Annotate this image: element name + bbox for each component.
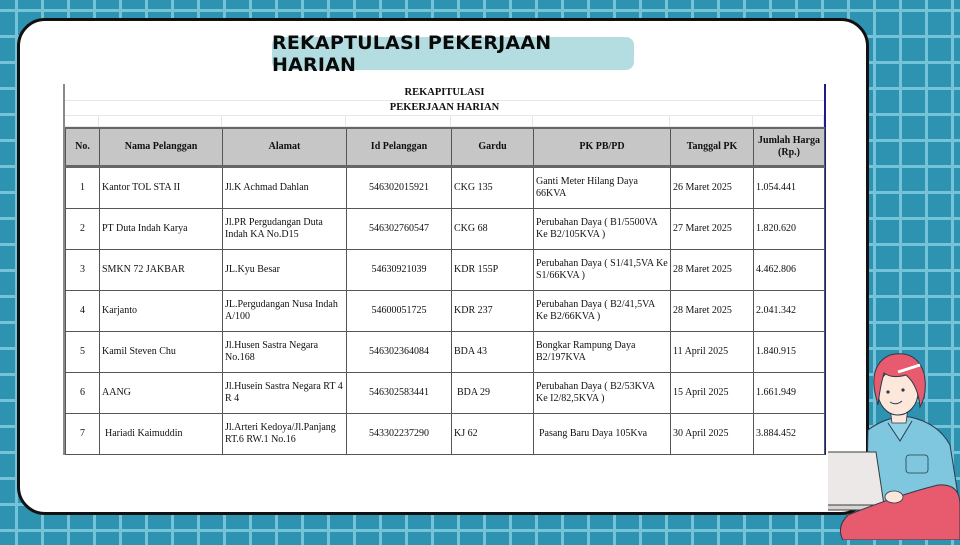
cell-no: 1 — [66, 167, 100, 209]
cell-pk: Ganti Meter Hilang Daya 66KVA — [534, 167, 671, 209]
cell-harga: 1.820.620 — [754, 209, 825, 250]
col-header-harga: Jumlah Harga (Rp.) — [754, 128, 825, 167]
table-row — [66, 167, 825, 209]
cell-pk: Perubahan Daya ( S1/41,5VA Ke S1/66KVA ) — [534, 250, 671, 291]
cell-tanggal: 26 Maret 2025 — [671, 167, 754, 209]
table-row — [66, 209, 825, 250]
cell-nama: Kantor TOL STA II — [100, 167, 223, 209]
cell-id: 546302015921 — [347, 167, 452, 209]
table-header-row — [66, 128, 825, 167]
cell-alamat: JL.Kyu Besar — [223, 250, 347, 291]
col-header-id: Id Pelanggan — [347, 128, 452, 167]
table-row — [66, 414, 825, 455]
recap-table — [65, 127, 825, 455]
cell-pk: Perubahan Daya ( B2/41,5VA Ke B2/66KVA ) — [534, 291, 671, 332]
cell-gardu: BDA 43 — [452, 332, 534, 373]
sheet-title-line1: REKAPITULASI — [65, 84, 824, 101]
cell-tanggal: 28 Maret 2025 — [671, 250, 754, 291]
cell-no: 6 — [66, 373, 100, 414]
cell-no: 3 — [66, 250, 100, 291]
cell-nama: PT Duta Indah Karya — [100, 209, 223, 250]
cell-nama: Hariadi Kaimuddin — [100, 414, 223, 455]
col-header-gardu: Gardu — [452, 128, 534, 167]
woman-with-laptop-illustration — [828, 345, 960, 540]
table-row — [66, 332, 825, 373]
cell-gardu: BDA 29 — [452, 373, 534, 414]
cell-alamat: Jl.K Achmad Dahlan — [223, 167, 347, 209]
cell-id: 546302364084 — [347, 332, 452, 373]
cell-tanggal: 27 Maret 2025 — [671, 209, 754, 250]
cell-id: 546302583441 — [347, 373, 452, 414]
cell-id: 546302760547 — [347, 209, 452, 250]
cell-gardu: KDR 237 — [452, 291, 534, 332]
cell-tanggal: 11 April 2025 — [671, 332, 754, 373]
cell-tanggal: 30 April 2025 — [671, 414, 754, 455]
cell-harga: 2.041.342 — [754, 291, 825, 332]
cell-pk: Pasang Baru Daya 105Kva — [534, 414, 671, 455]
table-row — [66, 250, 825, 291]
cell-nama: AANG — [100, 373, 223, 414]
cell-harga: 1.661.949 — [754, 373, 825, 414]
cell-harga: 3.884.452 — [754, 414, 825, 455]
cell-gardu: CKG 68 — [452, 209, 534, 250]
cell-alamat: Jl.PR Pergudangan Duta Indah KA No.D15 — [223, 209, 347, 250]
cell-nama: SMKN 72 JAKBAR — [100, 250, 223, 291]
col-header-no: No. — [66, 128, 100, 167]
cell-pk: Perubahan Daya ( B1/5500VA Ke B2/105KVA ) — [534, 209, 671, 250]
cell-pk: Bongkar Rampung Daya B2/197KVA — [534, 332, 671, 373]
cell-id: 54630921039 — [347, 250, 452, 291]
cell-no: 7 — [66, 414, 100, 455]
table-row — [66, 373, 825, 414]
cell-harga: 1.054.441 — [754, 167, 825, 209]
cell-harga: 1.840.915 — [754, 332, 825, 373]
cell-harga: 4.462.806 — [754, 250, 825, 291]
recap-spreadsheet — [63, 84, 826, 455]
col-header-nama: Nama Pelanggan — [100, 128, 223, 167]
col-header-pk: PK PB/PD — [534, 128, 671, 167]
cell-tanggal: 28 Maret 2025 — [671, 291, 754, 332]
slide-title: REKAPTULASI PEKERJAAN HARIAN — [272, 37, 634, 70]
cell-alamat: Jl.Husen Sastra Negara No.168 — [223, 332, 347, 373]
cell-nama: Kamil Steven Chu — [100, 332, 223, 373]
col-header-alamat: Alamat — [223, 128, 347, 167]
cell-no: 5 — [66, 332, 100, 373]
sheet-title-line2: PEKERJAAN HARIAN — [65, 101, 824, 116]
cell-gardu: CKG 135 — [452, 167, 534, 209]
sheet-blank-row — [65, 116, 824, 127]
cell-tanggal: 15 April 2025 — [671, 373, 754, 414]
cell-gardu: KJ 62 — [452, 414, 534, 455]
cell-no: 2 — [66, 209, 100, 250]
cell-pk: Perubahan Daya ( B2/53KVA Ke I2/82,5KVA ) — [534, 373, 671, 414]
cell-id: 543302237290 — [347, 414, 452, 455]
cell-nama: Karjanto — [100, 291, 223, 332]
cell-gardu: KDR 155P — [452, 250, 534, 291]
cell-no: 4 — [66, 291, 100, 332]
cell-alamat: JL.Pergudangan Nusa Indah A/100 — [223, 291, 347, 332]
table-row — [66, 291, 825, 332]
cell-alamat: Jl.Arteri Kedoya/Jl.Panjang RT.6 RW.1 No.16 — [223, 414, 347, 455]
col-header-tanggal: Tanggal PK — [671, 128, 754, 167]
cell-alamat: Jl.Husein Sastra Negara RT 4 R 4 — [223, 373, 347, 414]
cell-id: 54600051725 — [347, 291, 452, 332]
